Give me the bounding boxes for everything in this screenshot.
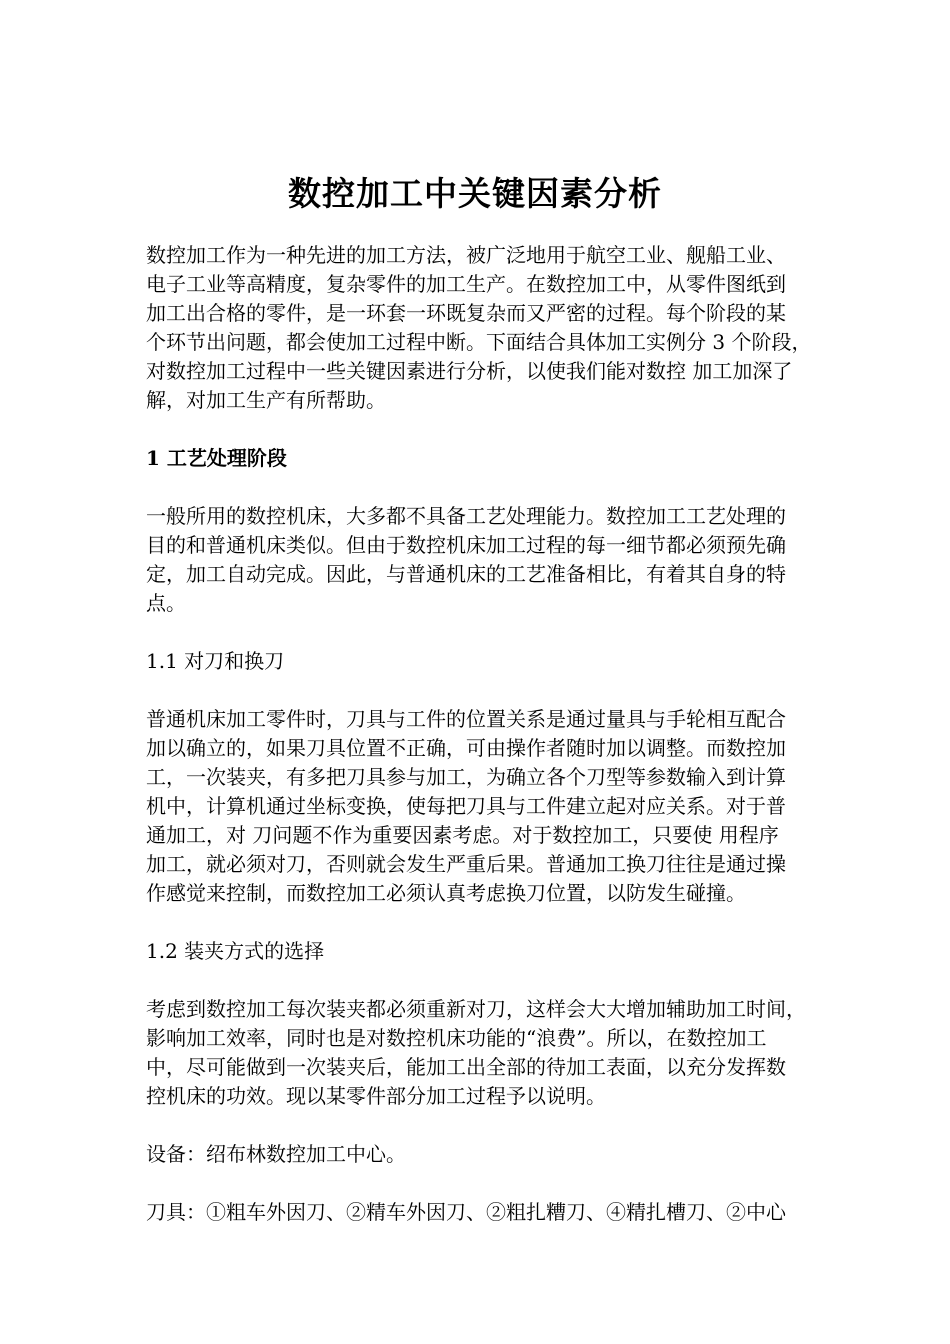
intro-line: 数控加工作为一种先进的加工方法，被广泛地用于航空工业、舰船工业、 <box>146 243 786 267</box>
intro-line: 加工出合格的零件，是一环套一环既复杂而又严密的过程。每个阶段的某 <box>146 301 786 325</box>
intro-line: 解，对加工生产有所帮助。 <box>146 388 386 412</box>
section-1-2-line: 考虑到数控加工每次装夹都必须重新对刀，这样会大大增加辅助加工时间， <box>146 997 806 1021</box>
section-1-1-line: 加以确立的，如果刀具位置不正确，可由操作者随时加以调整。而数控加 <box>146 736 786 760</box>
section-heading-1-1: 1.1 对刀和换刀 <box>146 649 285 673</box>
section-1-line: 点。 <box>146 591 186 615</box>
intro-line: 对数控加工过程中一些关键因素进行分析，以使我们能对数控 加工加深了 <box>146 359 793 383</box>
intro-line: 个环节出问题，都会使加工过程中断。下面结合具体加工实例分 3 个阶段， <box>146 330 812 354</box>
section-1-line: 定，加工自动完成。因此，与普通机床的工艺准备相比，有着其自身的特 <box>146 562 786 586</box>
section-1-2-line: 控机床的功效。现以某零件部分加工过程予以说明。 <box>146 1084 606 1108</box>
section-1-1-line: 工，一次装夹，有多把刀具参与加工，为确立各个刀型等参数输入到计算 <box>146 765 786 789</box>
intro-line: 电子工业等高精度，复杂零件的加工生产。在数控加工中，从零件图纸到 <box>146 272 786 296</box>
section-1-2-line: 中，尽可能做到一次装夹后，能加工出全部的待加工表面，以充分发挥数 <box>146 1055 786 1079</box>
section-1-2-line: 影响加工效率，同时也是对数控机床功能的“浪费”。所以，在数控加工 <box>146 1026 767 1050</box>
section-1-1-line: 作感觉来控制，而数控加工必须认真考虑换刀位置，以防发生碰撞。 <box>146 881 746 905</box>
tools-line: 刀具：①粗车外因刀、②精车外因刀、②粗扎糟刀、④精扎槽刀、②中心 <box>146 1200 786 1224</box>
section-1-1-line: 通加工，对 刀问题不作为重要因素考虑。对于数控加工，只要使 用程序 <box>146 823 779 847</box>
section-heading-1: 1 工艺处理阶段 <box>146 446 287 470</box>
section-1-line: 目的和普通机床类似。但由于数控机床加工过程的每一细节都必须预先确 <box>146 533 786 557</box>
section-1-line: 一般所用的数控机床，大多都不具备工艺处理能力。数控加工工艺处理的 <box>146 504 786 528</box>
section-1-1-line: 机中，计算机通过坐标变换，使每把刀具与工件建立起对应关系。对于普 <box>146 794 786 818</box>
section-1-1-line: 普通机床加工零件时，刀具与工件的位置关系是通过量具与手轮相互配合 <box>146 707 786 731</box>
section-heading-1-2: 1.2 装夹方式的选择 <box>146 939 325 963</box>
document-title: 数控加工中关键因素分析 <box>288 174 662 213</box>
equipment-line: 设备：绍布林数控加工中心。 <box>146 1142 406 1166</box>
section-1-1-line: 加工，就必须对刀，否则就会发生严重后果。普通加工换刀往往是通过操 <box>146 852 786 876</box>
